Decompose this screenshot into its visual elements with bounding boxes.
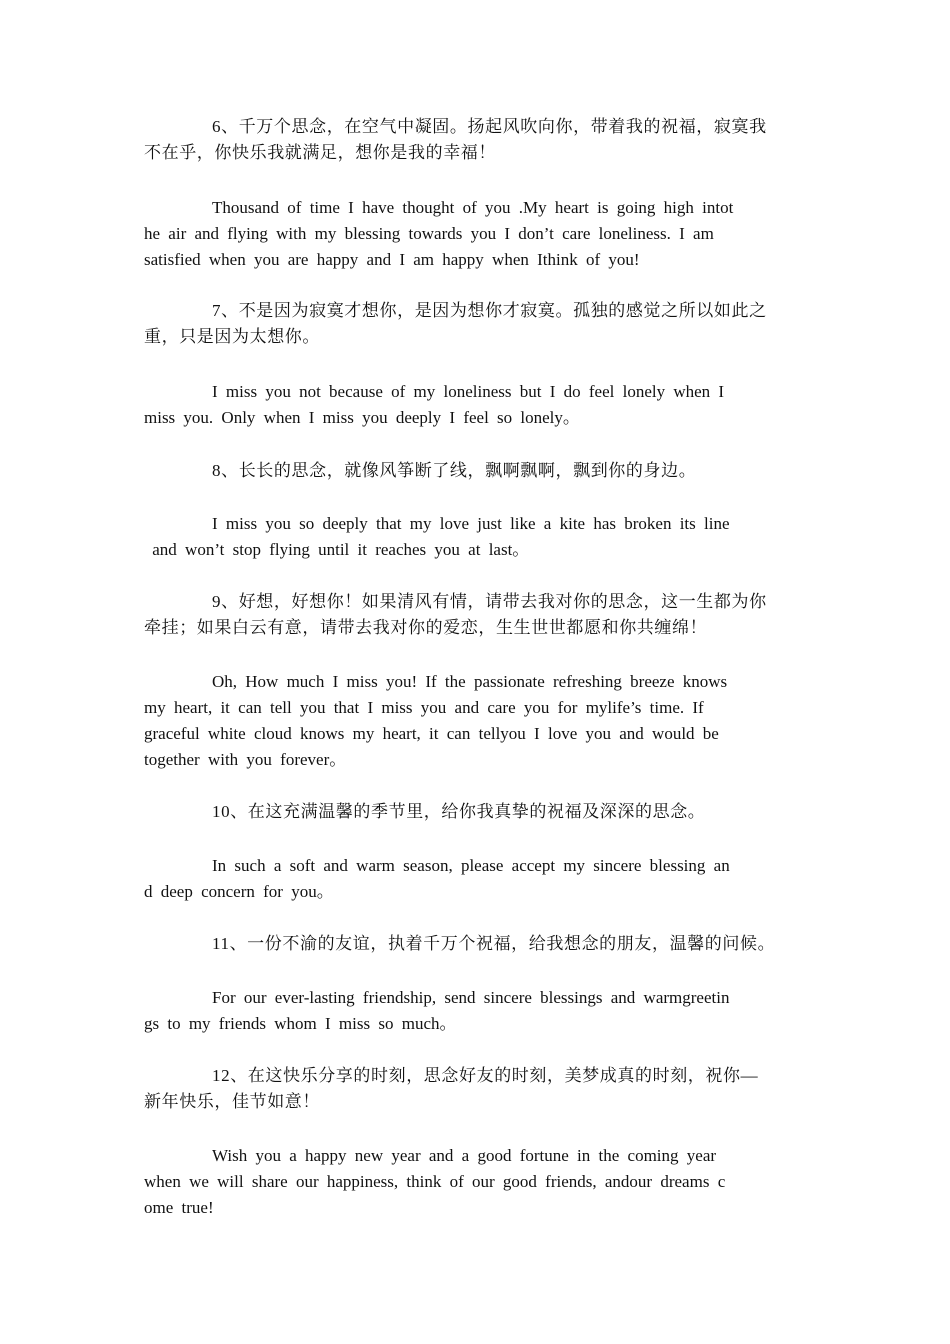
text-line: 11、一份不渝的友谊，执着千万个祝福，给我想念的朋友，温馨的问候。	[212, 934, 776, 953]
text-line: 8、长长的思念，就像风筝断了线，飘啊飘啊，飘到你的身边。	[212, 461, 697, 480]
paragraph-6-zh	[144, 114, 808, 166]
text-line: when we will share our happiness, think of our good friends, andour dreams c	[144, 1172, 726, 1191]
text-line: 新年快乐，佳节如意！	[144, 1092, 320, 1111]
text-line: together with you forever。	[144, 750, 347, 769]
paragraph-9-en	[144, 669, 808, 773]
text-line: Oh, How much I miss you! If the passionate refreshing breeze knows	[212, 672, 728, 691]
text-line: miss you. Only when I miss you deeply I feel so lonely。	[144, 408, 580, 427]
paragraph-12-zh	[144, 1063, 808, 1115]
text-line: satisfied when you are happy and I am happy when Ithink of you!	[144, 250, 640, 269]
paragraph-10-zh	[144, 799, 808, 825]
text-line: 9、好想，好想你！如果清风有情，请带去我对你的思念，这一生都为你	[212, 592, 767, 611]
text-line: my heart, it can tell you that I miss you and care you for mylife’s time. If	[144, 698, 704, 717]
paragraph-8-en	[144, 511, 808, 563]
paragraph-11-zh	[144, 931, 808, 957]
text-line: 6、千万个思念，在空气中凝固。扬起风吹向你，带着我的祝福，寂寞我	[212, 117, 767, 136]
text-line: 重，只是因为太想你。	[144, 327, 320, 346]
paragraph-6-en	[144, 195, 808, 273]
paragraph-11-en	[144, 985, 808, 1037]
text-line: 不在乎，你快乐我就满足，想你是我的幸福！	[144, 143, 496, 162]
paragraph-10-en	[144, 853, 808, 905]
text-line: 7、不是因为寂寞才想你，是因为想你才寂寞。孤独的感觉之所以如此之	[212, 301, 767, 320]
text-line: 10、在这充满温馨的季节里，给你我真挚的祝福及深深的思念。	[212, 802, 706, 821]
text-line: In such a soft and warm season, please accept my sincere blessing an	[212, 856, 730, 875]
text-line: 牵挂；如果白云有意，请带去我对你的爱恋，生生世世都愿和你共缠绵！	[144, 618, 708, 637]
paragraph-8-zh	[144, 458, 808, 484]
paragraph-9-zh	[144, 589, 808, 641]
text-line: d deep concern for you。	[144, 882, 334, 901]
text-line: gs to my friends whom I miss so much。	[144, 1014, 457, 1033]
text-line: he air and flying with my blessing towards you I don’t care loneliness. I am	[144, 224, 714, 243]
text-line: For our ever-lasting friendship, send sincere blessings and warmgreetin	[212, 988, 730, 1007]
text-line: Wish you a happy new year and a good fortune in the coming year	[212, 1146, 717, 1165]
text-line: Thousand of time I have thought of you .My heart is going high intot	[212, 198, 734, 217]
paragraph-7-en	[144, 379, 808, 431]
text-line: graceful white cloud knows my heart, it can tellyou I love you and would be	[144, 724, 719, 743]
text-line: 12、在这快乐分享的时刻，思念好友的时刻，美梦成真的时刻，祝你—	[212, 1066, 759, 1085]
text-line: I miss you so deeply that my love just like a kite has broken its line	[212, 514, 730, 533]
text-line: ome true!	[144, 1198, 214, 1217]
paragraph-7-zh	[144, 298, 808, 350]
text-line: I miss you not because of my loneliness but I do feel lonely when I	[212, 382, 725, 401]
text-line: and won’t stop flying until it reaches you at last。	[144, 540, 530, 559]
paragraph-12-en	[144, 1143, 808, 1221]
